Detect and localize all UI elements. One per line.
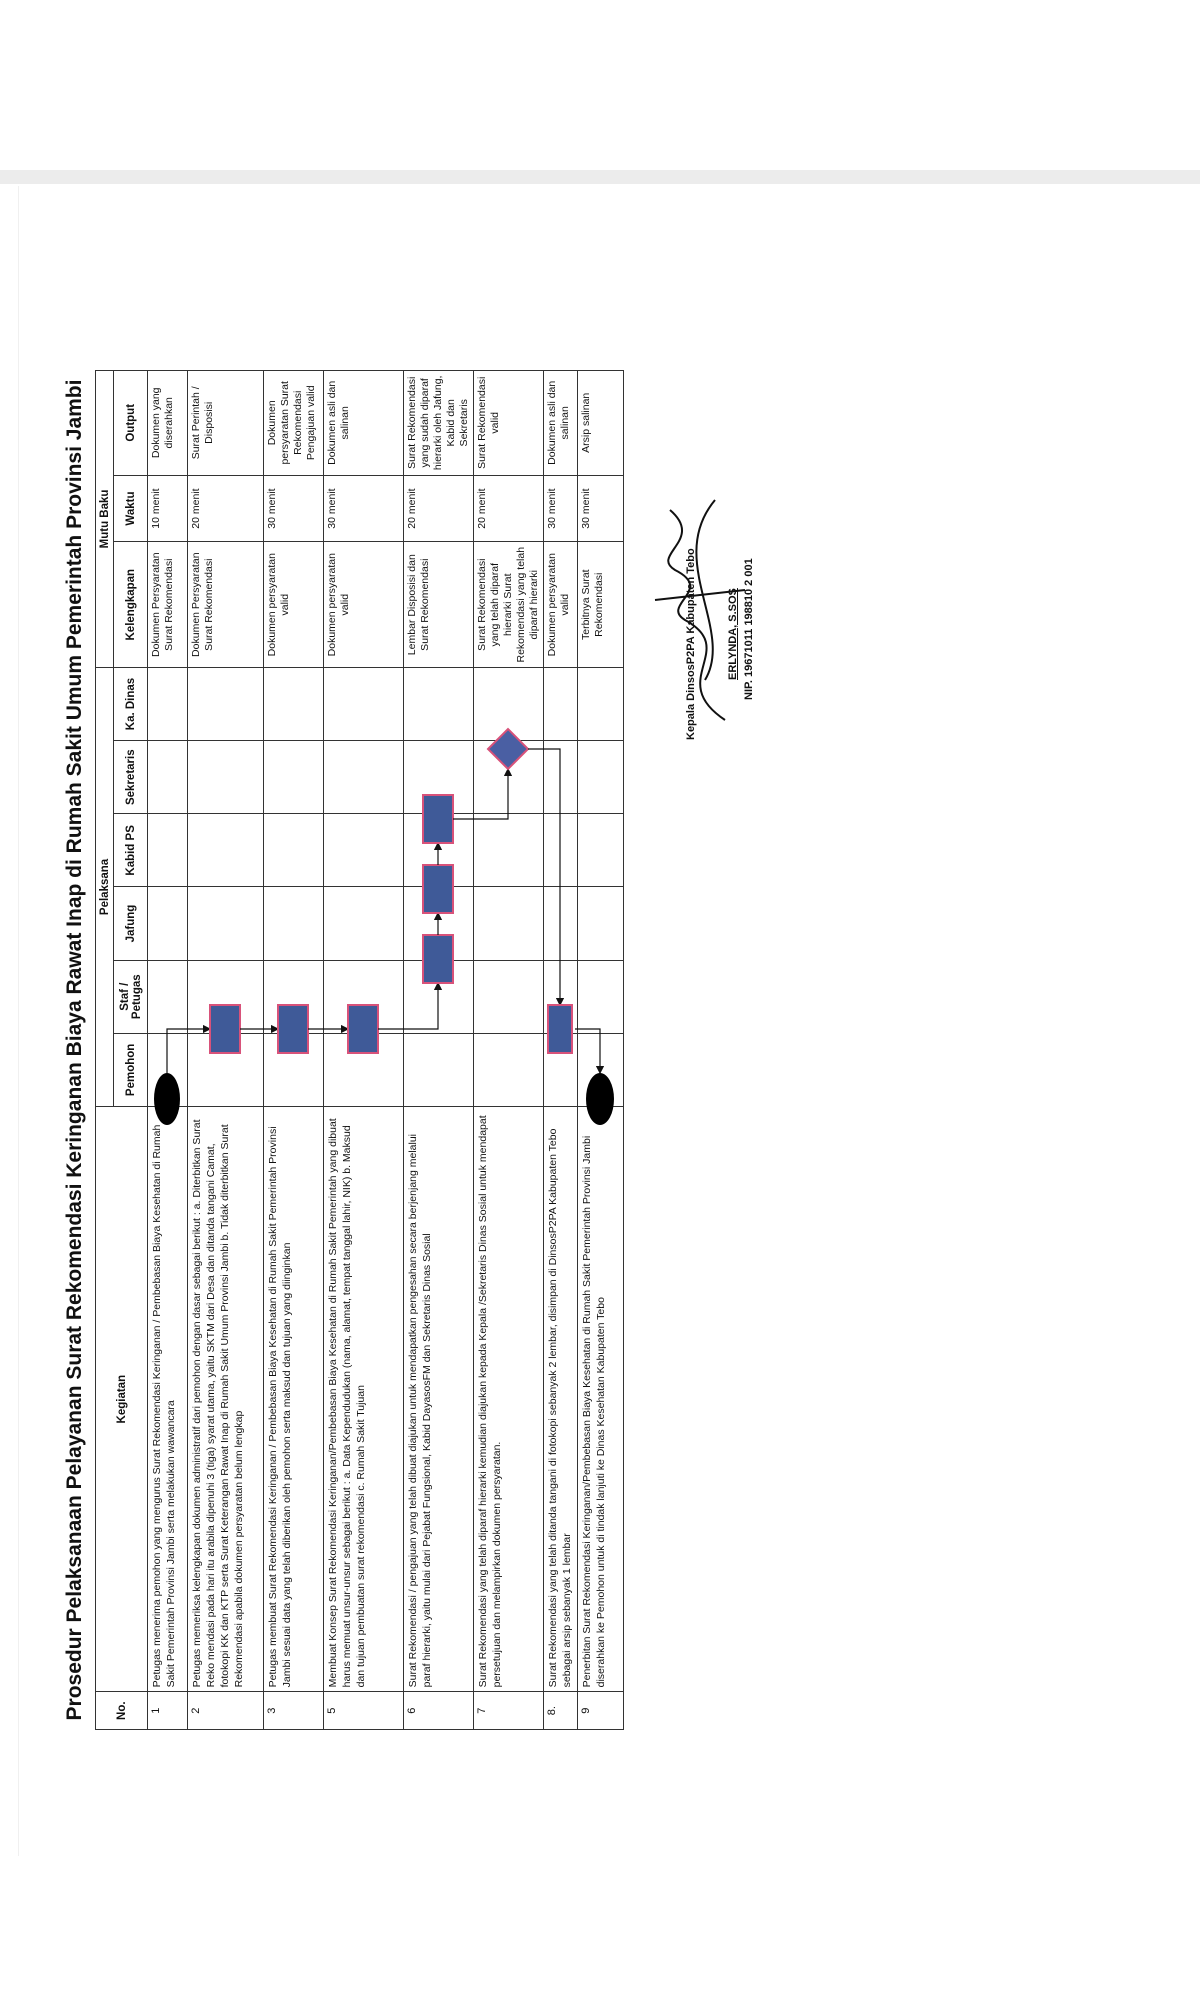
lane-cell (148, 1033, 188, 1106)
lane-cell (404, 814, 474, 887)
signature-nip: NIP. 19671011 198810 2 001 (743, 558, 755, 700)
row-kelengkapan: Dokumen persyaratan valid (264, 542, 324, 667)
lane-cell (188, 814, 264, 887)
lane-cell (578, 741, 624, 814)
header-jafung: Jafung (114, 887, 148, 960)
table-row (474, 371, 544, 1730)
table-row (544, 371, 578, 1730)
lane-cell (264, 960, 324, 1033)
lane-cell (544, 960, 578, 1033)
row-number: 1 (148, 1692, 188, 1730)
row-output: Dokumen yang diserahkan (148, 371, 188, 476)
lane-cell (188, 960, 264, 1033)
row-waktu: 20 menit (188, 475, 264, 542)
lane-cell (324, 814, 404, 887)
lane-cell (264, 741, 324, 814)
lane-cell (264, 887, 324, 960)
row-number: 9 (578, 1692, 624, 1730)
row-waktu: 30 menit (544, 475, 578, 542)
lane-cell (188, 1033, 264, 1106)
row-output: Dokumen persyaratan Surat Rekomendasi Pengajuan valid (264, 371, 324, 476)
top-band (0, 170, 1200, 184)
row-kelengkapan: Dokumen persyaratan valid (544, 542, 578, 667)
signature-name: ERLYNDA, S.SOS (727, 588, 739, 680)
lane-cell (404, 741, 474, 814)
header-ka-dinas: Ka. Dinas (114, 667, 148, 740)
header-staf-petugas: Staf / Petugas (114, 960, 148, 1033)
row-kelengkapan: Dokumen Persyaratan Surat Rekomendasi (188, 542, 264, 667)
lane-cell (188, 741, 264, 814)
lane-cell (324, 960, 404, 1033)
table-row (264, 371, 324, 1730)
lane-cell (544, 741, 578, 814)
row-number: 3 (264, 1692, 324, 1730)
lane-cell (264, 667, 324, 740)
row-kegiatan: Petugas membuat Surat Rekomendasi Keringanan / Pembebasan Biaya Kesehatan di Rumah Sakit Pemerintah Provinsi Jambi sesuai data yang telah diberikan oleh pemohon serta maksud dan tujuan yang diinginkan (264, 1106, 324, 1691)
lane-cell (578, 814, 624, 887)
row-output: Dokumen asli dan salinan (324, 371, 404, 476)
row-output: Surat Rekomendasi valid (474, 371, 544, 476)
header-pelaksana: Pelaksana (96, 667, 114, 1106)
row-waktu: 30 menit (324, 475, 404, 542)
row-waktu: 20 menit (474, 475, 544, 542)
row-waktu: 30 menit (578, 475, 624, 542)
table-row (188, 371, 264, 1730)
lane-cell (324, 667, 404, 740)
lane-cell (474, 741, 544, 814)
row-kegiatan: Surat Rekomendasi / pengajuan yang telah dibuat diajukan untuk mendapatkan pengesahan secara berjenjang melalui paraf hierarki, yaitu mulai dari Pejabat Fungsional, Kabid DayasosFM dan Sekretaris Dinas Sosial (404, 1106, 474, 1691)
row-kelengkapan: Terbitnya Surat Rekomendasi (578, 542, 624, 667)
row-number: 5 (324, 1692, 404, 1730)
header-kabid-ps: Kabid PS (114, 814, 148, 887)
row-output: Surat Perintah / Disposisi (188, 371, 264, 476)
row-number: 7 (474, 1692, 544, 1730)
lane-cell (544, 887, 578, 960)
table-row (404, 371, 474, 1730)
header-kegiatan: Kegiatan (96, 1106, 148, 1691)
lane-cell (264, 814, 324, 887)
document-title: Prosedur Pelaksanaan Pelayanan Surat Rekomendasi Keringanan Biaya Rawat Inap di Rumah Sakit Umum Pemerintah Provinsi Jambi (63, 379, 86, 1721)
row-kelengkapan: Dokumen persyaratan valid (324, 542, 404, 667)
lane-cell (544, 814, 578, 887)
lane-cell (578, 887, 624, 960)
lane-cell (148, 960, 188, 1033)
lane-cell (324, 741, 404, 814)
row-output: Arsip salinan (578, 371, 624, 476)
row-kelengkapan: Dokumen Persyaratan Surat Rekomendasi (148, 542, 188, 667)
row-number: 8. (544, 1692, 578, 1730)
header-output: Output (114, 371, 148, 476)
lane-cell (544, 667, 578, 740)
row-waktu: 20 menit (404, 475, 474, 542)
header-mutu-baku: Mutu Baku (96, 371, 114, 668)
header-waktu: Waktu (114, 475, 148, 542)
header-pemohon: Pemohon (114, 1033, 148, 1106)
row-kegiatan: Petugas memeriksa kelengkapan dokumen administratif dari pemohon dengan dasar sebagai berikut : a. Diterbitkan Surat Reko mendasi pada hari itu arabila dipenuhi 3 (tiga) syarat utama, yaitu SKTM dari Desa dan ditanda tangani Camat, fotokopi KK dan KTP serta Surat Keterangan Rawat Inap di Rumah Sakit Umum Provinsi Jambi b. Tidak diterbitkan Surat Rekomendasi apabila dokumen persyaratan belum lengkap (188, 1106, 264, 1691)
lane-cell (324, 1033, 404, 1106)
lane-cell (404, 1033, 474, 1106)
row-kegiatan: Petugas menerima pemohon yang mengurus Surat Rekomendasi Keringanan / Pembebasan Biaya Kesehatan di Rumah Sakit Pemerintah Provinsi Jambi serta melakukan wawancara (148, 1106, 188, 1691)
lane-cell (404, 887, 474, 960)
row-kegiatan: Surat Rekomendasi yang telah diparaf hierarki kemudian diajukan kepada Kepala /Sekretaris Dinas Sosial untuk mendapat persetujuan dan melampirkan dokumen persyaratan. (474, 1106, 544, 1691)
lane-cell (474, 887, 544, 960)
lane-cell (148, 741, 188, 814)
lane-cell (578, 667, 624, 740)
header-sekretaris: Sekretaris (114, 741, 148, 814)
signature-title: Kepala DinsosP2PA Kabupaten Tebo (685, 548, 697, 740)
table-row (578, 371, 624, 1730)
lane-cell (544, 1033, 578, 1106)
lane-cell (474, 667, 544, 740)
lane-cell (188, 887, 264, 960)
row-number: 2 (188, 1692, 264, 1730)
header-no: No. (96, 1692, 148, 1730)
table-row (148, 371, 188, 1730)
header-kelengkapan: Kelengkapan (114, 542, 148, 667)
sop-table (95, 370, 624, 1730)
row-output: Surat Rekomendasi yang sudah diparaf hierarki oleh Jafung, Kabid dan Sekretaris (404, 371, 474, 476)
lane-cell (148, 667, 188, 740)
row-kelengkapan: Surat Rekomendasi yang telah diparaf hierarki Surat Rekomendasi yang telah diparaf hierarki (474, 542, 544, 667)
lane-cell (188, 667, 264, 740)
lane-cell (148, 887, 188, 960)
lane-cell (324, 887, 404, 960)
lane-cell (264, 1033, 324, 1106)
row-output: Dokumen asli dan salinan (544, 371, 578, 476)
lane-cell (474, 960, 544, 1033)
row-waktu: 30 menit (264, 475, 324, 542)
row-waktu: 10 menit (148, 475, 188, 542)
row-kelengkapan: Lembar Disposisi dan Surat Rekomendasi (404, 542, 474, 667)
lane-cell (474, 814, 544, 887)
table-row (324, 371, 404, 1730)
row-kegiatan: Penerbitan Surat Rekomendasi Keringanan/Pembebasan Biaya Kesehatan di Rumah Sakit Pemerintah Provinsi Jambi diserahkan ke Pemohon untuk di tindak lanjuti ke Dinas Kesehatan Kabupaten Tebo (578, 1106, 624, 1691)
lane-cell (578, 1033, 624, 1106)
lane-cell (148, 814, 188, 887)
lane-cell (404, 960, 474, 1033)
signature-block (685, 380, 765, 740)
row-number: 6 (404, 1692, 474, 1730)
lane-cell (578, 960, 624, 1033)
lane-cell (474, 1033, 544, 1106)
row-kegiatan: Surat Rekomendasi yang telah ditanda tangani di fotokopi sebanyak 2 lembar, disimpan di DinsosP2PA Kabupaten Tebo sebagai arsip sebanyak 1 lembar (544, 1106, 578, 1691)
row-kegiatan: Membuat Konsep Surat Rekomendasi Keringanan/Pembebasan Biaya Kesehatan di Rumah Sakit Pemerintah yang dibuat harus memuat unsur-unsur sebagai berikut : a. Data Kependudukan (nama, alamat, tempat tanggal lahir, NIK) b. Maksud dan tujuan pembuatan surat rekomendasi c. Rumah Sakit Tujuan (324, 1106, 404, 1691)
lane-cell (404, 667, 474, 740)
sop-document (55, 370, 755, 1730)
